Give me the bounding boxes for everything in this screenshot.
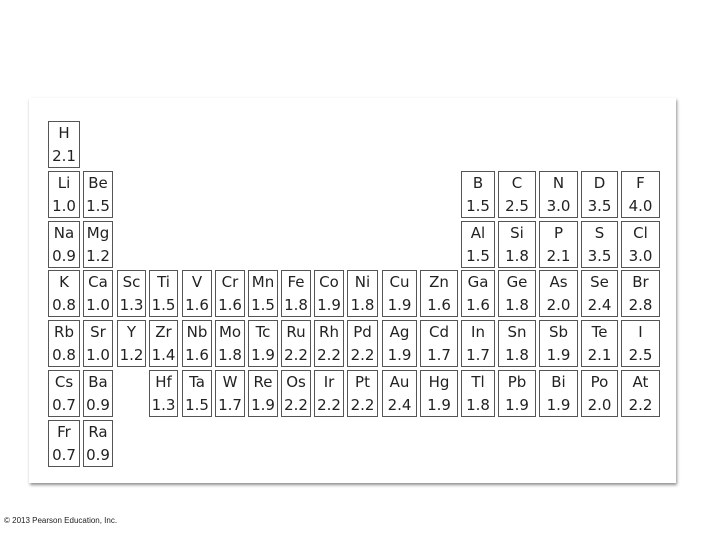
element-cell-li bbox=[48, 171, 80, 218]
element-symbol: Ge bbox=[506, 273, 528, 291]
element-cell-au bbox=[382, 370, 417, 417]
element-symbol: C bbox=[511, 174, 523, 192]
element-cell-pt bbox=[347, 370, 378, 417]
electronegativity-value: 3.0 bbox=[546, 197, 571, 215]
element-symbol: Re bbox=[253, 373, 273, 391]
electronegativity-value: 1.5 bbox=[185, 396, 209, 414]
element-cell-ta bbox=[182, 370, 212, 417]
electronegativity-value: 0.9 bbox=[86, 446, 110, 464]
element-symbol: Hf bbox=[155, 373, 172, 391]
element-cell-co bbox=[314, 270, 344, 317]
element-symbol: Ca bbox=[88, 273, 108, 291]
element-cell-cs bbox=[48, 370, 80, 417]
element-cell-rh bbox=[314, 320, 344, 367]
element-symbol: B bbox=[472, 174, 484, 192]
electronegativity-value: 1.8 bbox=[505, 346, 529, 364]
electronegativity-value: 0.9 bbox=[52, 247, 76, 265]
element-symbol: Zn bbox=[429, 273, 449, 291]
electronegativity-value: 2.1 bbox=[52, 147, 76, 165]
element-cell-tl bbox=[461, 370, 495, 417]
periodic-table-figure bbox=[29, 98, 676, 483]
element-symbol: Mo bbox=[218, 323, 242, 341]
element-symbol: Si bbox=[510, 224, 524, 242]
element-symbol: Ba bbox=[88, 373, 108, 391]
element-symbol: Sn bbox=[507, 323, 527, 341]
element-cell-ag bbox=[382, 320, 417, 367]
element-cell-po bbox=[581, 370, 618, 417]
element-symbol: Pb bbox=[507, 373, 527, 391]
element-cell-n bbox=[539, 171, 578, 218]
element-cell-k bbox=[48, 270, 80, 317]
element-cell-hf bbox=[149, 370, 178, 417]
element-symbol: Ta bbox=[189, 373, 205, 391]
element-symbol: Zr bbox=[155, 323, 172, 341]
element-cell-na bbox=[48, 221, 80, 268]
element-symbol: Ni bbox=[354, 273, 371, 291]
element-cell-v bbox=[182, 270, 212, 317]
electronegativity-value: 1.8 bbox=[505, 296, 529, 314]
electronegativity-value: 1.5 bbox=[251, 296, 275, 314]
electronegativity-value: 1.8 bbox=[505, 247, 529, 265]
element-cell-ni bbox=[347, 270, 378, 317]
electronegativity-value: 2.1 bbox=[587, 346, 612, 364]
electronegativity-value: 1.7 bbox=[427, 346, 451, 364]
electronegativity-value: 1.4 bbox=[151, 346, 176, 364]
electronegativity-value: 1.6 bbox=[185, 296, 209, 314]
electronegativity-value: 1.9 bbox=[505, 396, 529, 414]
element-symbol: Y bbox=[126, 323, 137, 341]
electronegativity-value: 0.7 bbox=[52, 446, 76, 464]
element-symbol: Fr bbox=[57, 423, 71, 441]
element-symbol: P bbox=[553, 224, 564, 242]
element-symbol: Al bbox=[470, 224, 486, 242]
element-symbol: Pt bbox=[355, 373, 370, 391]
element-cell-se bbox=[581, 270, 618, 317]
electronegativity-value: 2.4 bbox=[387, 396, 412, 414]
electronegativity-value: 1.8 bbox=[466, 396, 490, 414]
element-symbol: Cs bbox=[54, 373, 74, 391]
element-symbol: F bbox=[636, 174, 645, 192]
element-symbol: Ti bbox=[157, 273, 170, 291]
electronegativity-value: 1.7 bbox=[218, 396, 242, 414]
electronegativity-value: 1.8 bbox=[218, 346, 242, 364]
electronegativity-value: 1.9 bbox=[317, 296, 341, 314]
element-symbol: Hg bbox=[428, 373, 450, 391]
element-cell-b bbox=[461, 171, 495, 218]
element-symbol: Cr bbox=[221, 273, 239, 291]
element-symbol: D bbox=[593, 174, 606, 192]
element-cell-in bbox=[461, 320, 495, 367]
electronegativity-value: 2.0 bbox=[587, 396, 612, 414]
element-symbol: Au bbox=[389, 373, 410, 391]
element-symbol: Os bbox=[286, 373, 306, 391]
electronegativity-value: 1.9 bbox=[387, 296, 412, 314]
electronegativity-value: 1.9 bbox=[387, 346, 412, 364]
element-symbol: Ag bbox=[389, 323, 410, 341]
element-symbol: Be bbox=[88, 174, 108, 192]
electronegativity-value: 1.9 bbox=[546, 396, 571, 414]
element-cell-zn bbox=[420, 270, 458, 317]
element-cell-i bbox=[621, 320, 660, 367]
electronegativity-value: 1.6 bbox=[427, 296, 451, 314]
element-symbol: Ru bbox=[286, 323, 306, 341]
element-cell-d bbox=[581, 171, 618, 218]
electronegativity-value: 3.5 bbox=[587, 197, 612, 215]
element-symbol: Te bbox=[591, 323, 608, 341]
element-cell-br bbox=[621, 270, 660, 317]
element-cell-ga bbox=[461, 270, 495, 317]
electronegativity-value: 0.8 bbox=[52, 296, 76, 314]
element-cell-s bbox=[581, 221, 618, 268]
electronegativity-value: 1.3 bbox=[151, 396, 176, 414]
element-cell-pd bbox=[347, 320, 378, 367]
element-symbol: K bbox=[59, 273, 69, 291]
element-symbol: Li bbox=[57, 174, 71, 192]
element-symbol: Na bbox=[53, 224, 75, 242]
electronegativity-value: 2.2 bbox=[350, 346, 375, 364]
electronegativity-value: 2.1 bbox=[546, 247, 571, 265]
element-symbol: Mn bbox=[251, 273, 275, 291]
element-cell-mo bbox=[215, 320, 245, 367]
electronegativity-value: 2.5 bbox=[505, 197, 529, 215]
element-symbol: Po bbox=[590, 373, 609, 391]
element-symbol: Nb bbox=[186, 323, 208, 341]
element-symbol: Cd bbox=[429, 323, 449, 341]
electronegativity-value: 1.0 bbox=[86, 346, 110, 364]
electronegativity-value: 3.5 bbox=[587, 247, 612, 265]
electronegativity-value: 3.0 bbox=[628, 247, 653, 265]
element-cell-tc bbox=[248, 320, 278, 367]
electronegativity-value: 1.7 bbox=[466, 346, 490, 364]
element-symbol: Rh bbox=[319, 323, 339, 341]
element-symbol: Sc bbox=[122, 273, 141, 291]
electronegativity-value: 1.5 bbox=[466, 197, 490, 215]
electronegativity-value: 1.9 bbox=[251, 396, 275, 414]
electronegativity-value: 1.0 bbox=[86, 296, 110, 314]
electronegativity-value: 1.9 bbox=[427, 396, 451, 414]
element-cell-w bbox=[215, 370, 245, 417]
element-symbol: Tl bbox=[471, 373, 485, 391]
element-cell-al bbox=[461, 221, 495, 268]
element-cell-ba bbox=[83, 370, 113, 417]
electronegativity-value: 1.6 bbox=[466, 296, 490, 314]
element-cell-fe bbox=[281, 270, 311, 317]
element-cell-at bbox=[621, 370, 660, 417]
electronegativity-value: 2.4 bbox=[587, 296, 612, 314]
element-symbol: Sb bbox=[548, 323, 569, 341]
element-cell-be bbox=[83, 171, 113, 218]
electronegativity-value: 1.2 bbox=[86, 247, 110, 265]
electronegativity-value: 2.2 bbox=[284, 346, 308, 364]
element-symbol: In bbox=[471, 323, 485, 341]
copyright-notice: © 2013 Pearson Education, Inc. bbox=[4, 516, 118, 525]
electronegativity-value: 0.8 bbox=[52, 346, 76, 364]
element-cell-cd bbox=[420, 320, 458, 367]
element-symbol: H bbox=[58, 124, 70, 142]
electronegativity-value: 4.0 bbox=[628, 197, 653, 215]
element-cell-ra bbox=[83, 420, 113, 467]
element-cell-p bbox=[539, 221, 578, 268]
element-cell-re bbox=[248, 370, 278, 417]
electronegativity-value: 1.9 bbox=[251, 346, 275, 364]
element-cell-f bbox=[621, 171, 660, 218]
element-cell-cr bbox=[215, 270, 245, 317]
element-symbol: I bbox=[638, 323, 643, 341]
element-symbol: At bbox=[632, 373, 649, 391]
electronegativity-value: 1.8 bbox=[350, 296, 375, 314]
element-cell-hg bbox=[420, 370, 458, 417]
element-cell-sr bbox=[83, 320, 113, 367]
electronegativity-value: 1.2 bbox=[119, 346, 144, 364]
element-cell-bi bbox=[539, 370, 578, 417]
electronegativity-value: 2.5 bbox=[628, 346, 653, 364]
electronegativity-value: 1.6 bbox=[185, 346, 209, 364]
element-cell-ir bbox=[314, 370, 344, 417]
element-symbol: S bbox=[594, 224, 605, 242]
electronegativity-value: 2.2 bbox=[317, 396, 341, 414]
element-symbol: Co bbox=[319, 273, 339, 291]
electronegativity-value: 1.6 bbox=[218, 296, 242, 314]
element-cell-sc bbox=[117, 270, 146, 317]
element-symbol: Cu bbox=[389, 273, 410, 291]
electronegativity-value: 0.7 bbox=[52, 396, 76, 414]
element-cell-h bbox=[48, 121, 80, 168]
element-symbol: Fe bbox=[287, 273, 305, 291]
electronegativity-value: 1.3 bbox=[119, 296, 144, 314]
element-symbol: Mg bbox=[86, 224, 110, 242]
element-cell-ru bbox=[281, 320, 311, 367]
electronegativity-value: 0.9 bbox=[86, 396, 110, 414]
element-cell-si bbox=[498, 221, 536, 268]
electronegativity-value: 2.8 bbox=[628, 296, 653, 314]
electronegativity-value: 2.2 bbox=[317, 346, 341, 364]
element-cell-te bbox=[581, 320, 618, 367]
element-symbol: Br bbox=[632, 273, 649, 291]
element-cell-sb bbox=[539, 320, 578, 367]
element-symbol: N bbox=[552, 174, 565, 192]
element-cell-fr bbox=[48, 420, 80, 467]
element-symbol: Bi bbox=[551, 373, 566, 391]
element-symbol: Cl bbox=[633, 224, 648, 242]
electronegativity-value: 1.5 bbox=[466, 247, 490, 265]
element-cell-sn bbox=[498, 320, 536, 367]
element-symbol: W bbox=[222, 373, 238, 391]
electronegativity-value: 2.2 bbox=[350, 396, 375, 414]
element-cell-nb bbox=[182, 320, 212, 367]
element-cell-mn bbox=[248, 270, 278, 317]
element-symbol: V bbox=[191, 273, 203, 291]
element-cell-as bbox=[539, 270, 578, 317]
electronegativity-value: 1.8 bbox=[284, 296, 308, 314]
electronegativity-value: 2.0 bbox=[546, 296, 571, 314]
element-cell-cl bbox=[621, 221, 660, 268]
element-symbol: Pd bbox=[353, 323, 372, 341]
element-cell-os bbox=[281, 370, 311, 417]
element-cell-pb bbox=[498, 370, 536, 417]
element-cell-cu bbox=[382, 270, 417, 317]
element-cell-ge bbox=[498, 270, 536, 317]
element-symbol: Ir bbox=[323, 373, 335, 391]
element-symbol: Rb bbox=[54, 323, 74, 341]
electronegativity-value: 1.5 bbox=[151, 296, 176, 314]
element-cell-mg bbox=[83, 221, 113, 268]
element-symbol: As bbox=[549, 273, 568, 291]
electronegativity-value: 2.2 bbox=[628, 396, 653, 414]
element-cell-zr bbox=[149, 320, 178, 367]
element-cell-c bbox=[498, 171, 536, 218]
electronegativity-value: 2.2 bbox=[284, 396, 308, 414]
element-cell-ti bbox=[149, 270, 178, 317]
electronegativity-value: 1.5 bbox=[86, 197, 110, 215]
element-symbol: Ra bbox=[88, 423, 108, 441]
element-symbol: Sr bbox=[90, 323, 106, 341]
element-symbol: Ga bbox=[467, 273, 489, 291]
element-symbol: Tc bbox=[255, 323, 271, 341]
electronegativity-value: 1.9 bbox=[546, 346, 571, 364]
element-cell-y bbox=[117, 320, 146, 367]
electronegativity-value: 1.0 bbox=[52, 197, 76, 215]
element-symbol: Se bbox=[590, 273, 609, 291]
element-cell-ca bbox=[83, 270, 113, 317]
element-cell-rb bbox=[48, 320, 80, 367]
